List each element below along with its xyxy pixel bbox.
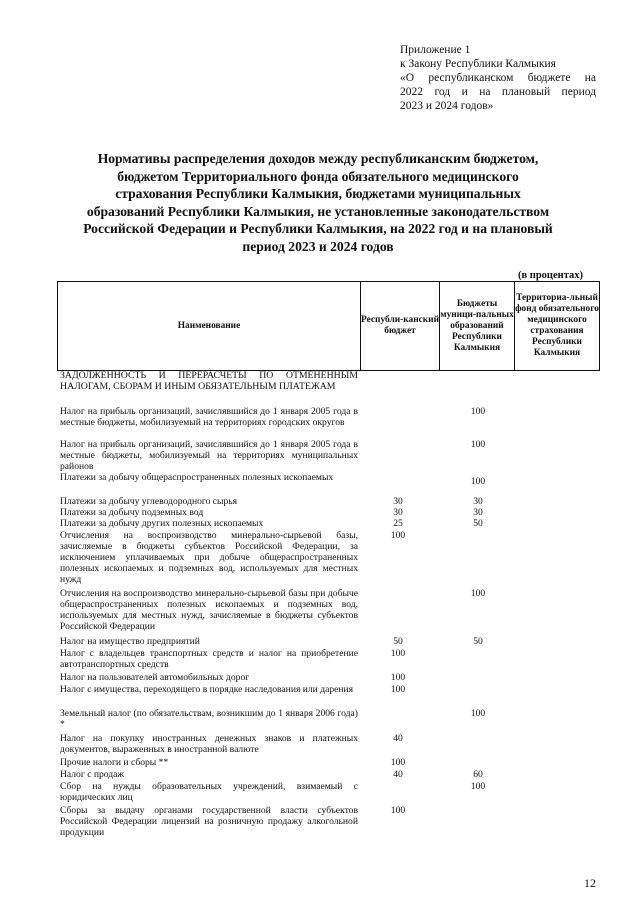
row-republic-value: 40 — [393, 769, 403, 780]
row-name: Налог с продаж — [60, 769, 125, 780]
row-name: Платежи за добычу других полезных ископаемых — [60, 518, 264, 529]
table-row — [60, 734, 600, 758]
header-municipal: Бюджеты муници-пальных образований Республики Калмыкия — [440, 282, 515, 371]
table-row — [60, 473, 600, 497]
annex-line: Приложение 1 — [400, 44, 471, 56]
row-name: Налог на покупку иностранных денежных знаков и платежных документов, выраженных в иностранной валюте — [60, 733, 358, 755]
row-municipal-value: 30 — [473, 507, 483, 518]
row-republic-value: 30 — [393, 496, 403, 507]
table-row — [60, 758, 600, 770]
row-municipal-value: 30 — [473, 496, 483, 507]
row-name: Платежи за добычу общераспространенных полезных ископаемых — [60, 472, 334, 483]
row-name: Отчисления на воспроизводство минерально-сырьевой базы, зачисляемые в бюджеты субъектов Российской Федерации, за исключением уплачиваемых при добыче общераспространенных полезных ископаемых и подземных вод, используемых для местных нужд — [60, 530, 358, 585]
row-republic-value: 100 — [390, 530, 406, 541]
document-title: Нормативы распределения доходов между республиканским бюджетом, бюджетом Территориального фонда обязательного медицинского страхования Республики Калмыкия, бюджетами муниципальных образований Республики Калмыкия, не установленные законодательством Российской Федерации и Республики Калмыкия, на 2022 год и на плановый период 2023 и 2024 годов — [83, 151, 553, 254]
table-row — [60, 685, 600, 709]
row-republic-value: 100 — [390, 672, 406, 683]
row-name: Налог на прибыль организаций, зачислявшийся до 1 января 2005 года в местные бюджеты, мобилизуемый на территориях городских округов — [60, 406, 358, 428]
annex-line: к Закону Республики Калмыкия — [400, 58, 556, 70]
row-republic-value: 100 — [390, 757, 406, 768]
annex-line: 2022 год и на плановый период — [400, 86, 596, 98]
row-republic-value: 100 — [390, 805, 406, 816]
row-municipal-value: 100 — [470, 476, 486, 487]
row-name: Налог на прибыль организаций, зачислявшийся до 1 января 2005 года в местные бюджеты, мобилизуемый на территориях муниципальных районов — [60, 439, 358, 472]
table-row — [60, 531, 600, 589]
table-row — [60, 440, 600, 473]
annex-line: 2023 и 2024 годов» — [400, 100, 494, 112]
row-republic-value: 25 — [393, 518, 403, 529]
table-row — [60, 709, 600, 734]
row-republic-value: 100 — [390, 648, 406, 659]
table-row — [60, 782, 600, 806]
row-republic-value: 40 — [393, 733, 403, 744]
row-name: Платежи за добычу подземных вод — [60, 507, 204, 518]
table-row — [60, 589, 600, 637]
header-fund: Территориа-льный фонд обязательного медицинского страхования Республики Калмыкия — [515, 282, 600, 371]
row-municipal-value: 100 — [470, 439, 486, 450]
row-municipal-value: 100 — [470, 406, 486, 417]
row-republic-value: 100 — [390, 684, 406, 695]
row-name: Налог с имущества, переходящего в порядке наследования или дарения — [60, 684, 354, 695]
header-republic: Республи-канский бюджет — [361, 282, 440, 371]
row-name: Сбор на нужды образовательных учреждений, взимаемый с юридических лиц — [60, 781, 358, 803]
row-municipal-value: 50 — [473, 636, 483, 647]
row-municipal-value: 50 — [473, 518, 483, 529]
row-name: Земельный налог (по обязательствам, возникшим до 1 января 2006 года) * — [60, 708, 358, 730]
row-municipal-value: 100 — [470, 708, 486, 719]
row-name: Налог на пользователей автомобильных дорог — [60, 672, 250, 683]
row-republic-value: 30 — [393, 507, 403, 518]
table-body — [60, 371, 600, 842]
table-row — [60, 806, 600, 842]
table-row — [60, 649, 600, 673]
table-row — [60, 371, 600, 407]
row-municipal-value: 100 — [470, 781, 486, 792]
row-municipal-value: 60 — [473, 769, 483, 780]
row-republic-value: 50 — [393, 636, 403, 647]
row-name: Отчисления на воспроизводство минерально-сырьевой базы при добыче общераспространенных полезных ископаемых и подземных вод, используемых для местных нужд, зачисляемые в бюджеты субъектов Российской Федерации — [60, 588, 358, 632]
unit-label: (в процентах) — [518, 270, 583, 281]
annex-line: «О республиканском бюджете на — [400, 72, 596, 84]
row-name: Налог с владельцев транспортных средств и налог на приобретение автотранспортных средств — [60, 648, 358, 670]
row-name: Платежи за добычу углеводородного сырья — [60, 496, 238, 507]
header-name: Наименование — [58, 282, 361, 371]
row-name: Сборы за выдачу органами государственной власти субъектов Российской Федерации лицензий на розничную продажу алкогольной продукции — [60, 805, 358, 838]
table-row — [60, 407, 600, 440]
page-number: 12 — [584, 876, 596, 890]
table-header — [57, 281, 600, 371]
row-name: ЗАДОЛЖЕННОСТЬ И ПЕРЕРАСЧЕТЫ ПО ОТМЕНЕННЫМ НАЛОГАМ, СБОРАМ И ИНЫМ ОБЯЗАТЕЛЬНЫМ ПЛАТЕЖАМ — [60, 370, 358, 392]
row-municipal-value: 100 — [470, 588, 486, 599]
annex-reference — [400, 43, 596, 113]
row-name: Прочие налоги и сборы ** — [60, 757, 169, 768]
row-name: Налог на имущество предприятий — [60, 636, 200, 647]
